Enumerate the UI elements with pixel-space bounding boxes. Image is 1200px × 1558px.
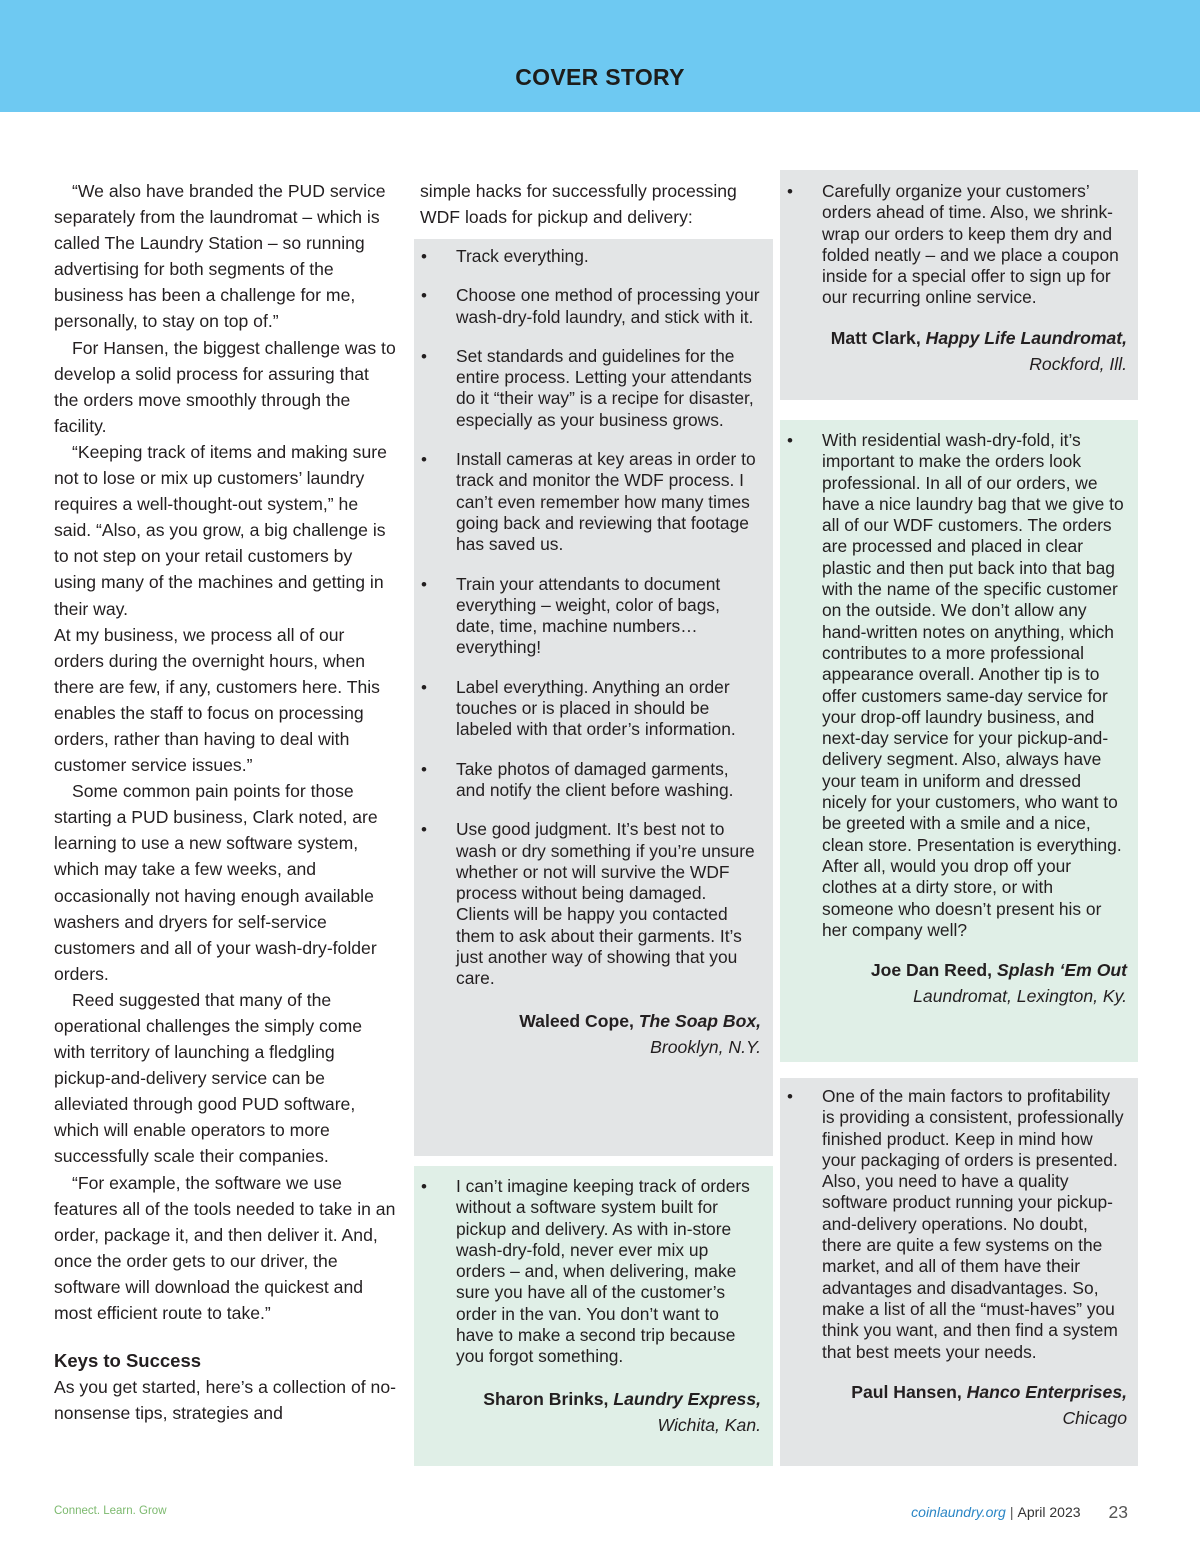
article-column-1 (54, 178, 396, 1426)
body-paragraph: “Keeping track of items and making sure not to lose or mix up customers’ laundry requires a well-thought-out system,” he said. “Also, as you grow, a big challenge is to not step on your retail customers by using many of the machines and getting in their way. (54, 441, 387, 619)
attribution-business: Happy Life Laundromat, (925, 327, 1127, 348)
attribution-name: Matt Clark, (830, 327, 921, 348)
footer-site-link[interactable]: coinlaundry.org (911, 1504, 1006, 1520)
tip-item: • Take photos of damaged garments, and notify the client before washing. (414, 759, 761, 802)
footer-tagline: Connect. Learn. Grow (54, 1505, 167, 1517)
body-paragraph: At my business, we process all of our orders during the overnight hours, when there are few, if any, customers here. This enables the staff to focus on processing orders, rather than having to deal with customer service issues.” (54, 624, 380, 776)
tip-item: • Choose one method of processing your wash-dry-fold laundry, and stick with it. (414, 285, 761, 328)
attribution-business: Laundry Express, (613, 1388, 761, 1409)
tip-box-hansen (780, 1078, 1138, 1466)
attribution-location: Brooklyn, N.Y. (650, 1036, 761, 1057)
attribution-business: Splash ‘Em Out (996, 960, 1127, 981)
attribution-location: Rockford, Ill. (1029, 353, 1127, 374)
tip-item: • Train your attendants to document everything – weight, color of bags, date, time, machine numbers… everything! (414, 574, 761, 659)
tip-item: • Use good judgment. It’s best not to wash or dry something if you’re unsure whether or not will survive the WDF process without being damaged. Clients will be happy you contacted them to ask about their garments. It’s just another way of showing that you care. (414, 819, 761, 989)
body-paragraph: Some common pain points for those starting a PUD business, Clark noted, are learning to use a new software system, which may take a few weeks, and occasionally not having enough available washers and dryers for self-service customers and all of your wash-dry-folder orders. (54, 781, 378, 984)
tip-box-brinks (414, 1166, 773, 1466)
section-heading: Keys to Success (54, 1350, 202, 1372)
attribution (780, 325, 1127, 377)
attribution-location: Chicago (1062, 1407, 1127, 1428)
section-title: COVER STORY (515, 64, 685, 90)
attribution-name: Joe Dan Reed, (870, 960, 993, 981)
tip-item: • Label everything. Anything an order touches or is placed in should be labeled with that order’s information. (414, 677, 761, 741)
tip-item: • Install cameras at key areas in order to track and monitor the WDF process. I can’t even remember how many times going back and reviewing that footage has saved us. (414, 449, 761, 555)
attribution (414, 1386, 761, 1438)
tip-box-reed (780, 420, 1138, 1062)
tip-item: • Track everything. (414, 246, 761, 267)
footer-folio (911, 1501, 1128, 1522)
tip-item: • I can’t imagine keeping track of orders without a software system built for pickup and delivery. As with in-store wash-dry-fold, never ever mix up orders – and, when delivering, make sure you have all of the customer’s order in the van. You don’t want to have to make a second trip because you forgot something. (414, 1176, 761, 1368)
tip-item: • Carefully organize your customers’ orders ahead of time. Also, we shrink-wrap our orders to keep them dry and folded neatly – and we place a coupon inside for a special offer to sign up for our recurring online service. (780, 181, 1127, 309)
tip-item: • With residential wash-dry-fold, it’s important to make the orders look professional. In all of our orders, we have a nice laundry bag that we give to all of our WDF customers. The orders are processed and placed in clear plastic and then put back into that bag with the name of the specific customer on the outside. We don’t allow any hand-written notes on anything, which contributes to a more professional appearance overall. Another tip is to offer customers same-day service for your drop-off laundry business, and next-day service for your pickup-and-delivery segment. Also, always have your team in uniform and dressed nicely for your customers, who want to be greeted with a smile and a nice, clean store. Presentation is everything. After all, would you drop off your clothes at a dirty store, or with someone who doesn’t present his or her company well? (780, 430, 1127, 941)
attribution-name: Paul Hansen, (851, 1381, 962, 1402)
page-number: 23 (1108, 1502, 1128, 1522)
tips-intro: simple hacks for successfully processing WDF loads for pickup and delivery: (420, 181, 737, 228)
body-paragraph: As you get started, here’s a collection of no-nonsense tips, strategies and (54, 1377, 396, 1424)
attribution-name: Waleed Cope, (519, 1010, 634, 1031)
attribution-location: Wichita, Kan. (657, 1414, 761, 1435)
attribution (780, 957, 1127, 1009)
footer-date: April 2023 (1017, 1504, 1081, 1520)
attribution (780, 1379, 1127, 1431)
header-band (0, 0, 1200, 112)
tip-item: • Set standards and guidelines for the entire process. Letting your attendants do it “their way” is a recipe for disaster, especially as your business grows. (414, 346, 761, 431)
tip-box-cope (414, 239, 773, 1156)
body-paragraph: Reed suggested that many of the operational challenges the simply come with territory of launching a fledgling pickup-and-delivery service can be alleviated through good PUD software, which will enable operators to more successfully scale their companies. (54, 989, 363, 1167)
body-paragraph: “We also have branded the PUD service separately from the laundromat – which is called The Laundry Station – so running advertising for both segments of the business has been a challenge for me, personally, to stay on top of.” (54, 181, 386, 332)
attribution-location: Laundromat, Lexington, Ky. (913, 986, 1127, 1007)
tip-item: • One of the main factors to profitability is providing a consistent, professionally finished product. Keep in mind how your packaging of orders is presented. Also, you need to have a quality software product running your pickup-and-delivery operations. No doubt, there are quite a few systems on the market, and all of them have their advantages and disadvantages. So, make a list of all the “must-haves” you think you want, and then find a system that best meets your needs. (780, 1086, 1127, 1363)
tip-box-clark (780, 170, 1138, 400)
attribution (414, 1008, 761, 1060)
body-paragraph: “For example, the software we use features all of the tools needed to take in an order, package it, and then deliver it. And, once the order gets to our driver, the software will download the quickest and most efficient route to take.” (54, 1172, 396, 1324)
body-paragraph: For Hansen, the biggest challenge was to develop a solid process for assuring that the orders move smoothly through the facility. (54, 337, 396, 436)
attribution-name: Sharon Brinks, (483, 1388, 609, 1409)
footer-separator: | (1009, 1504, 1014, 1520)
attribution-business: The Soap Box, (638, 1010, 761, 1031)
attribution-business: Hanco Enterprises, (966, 1381, 1127, 1402)
